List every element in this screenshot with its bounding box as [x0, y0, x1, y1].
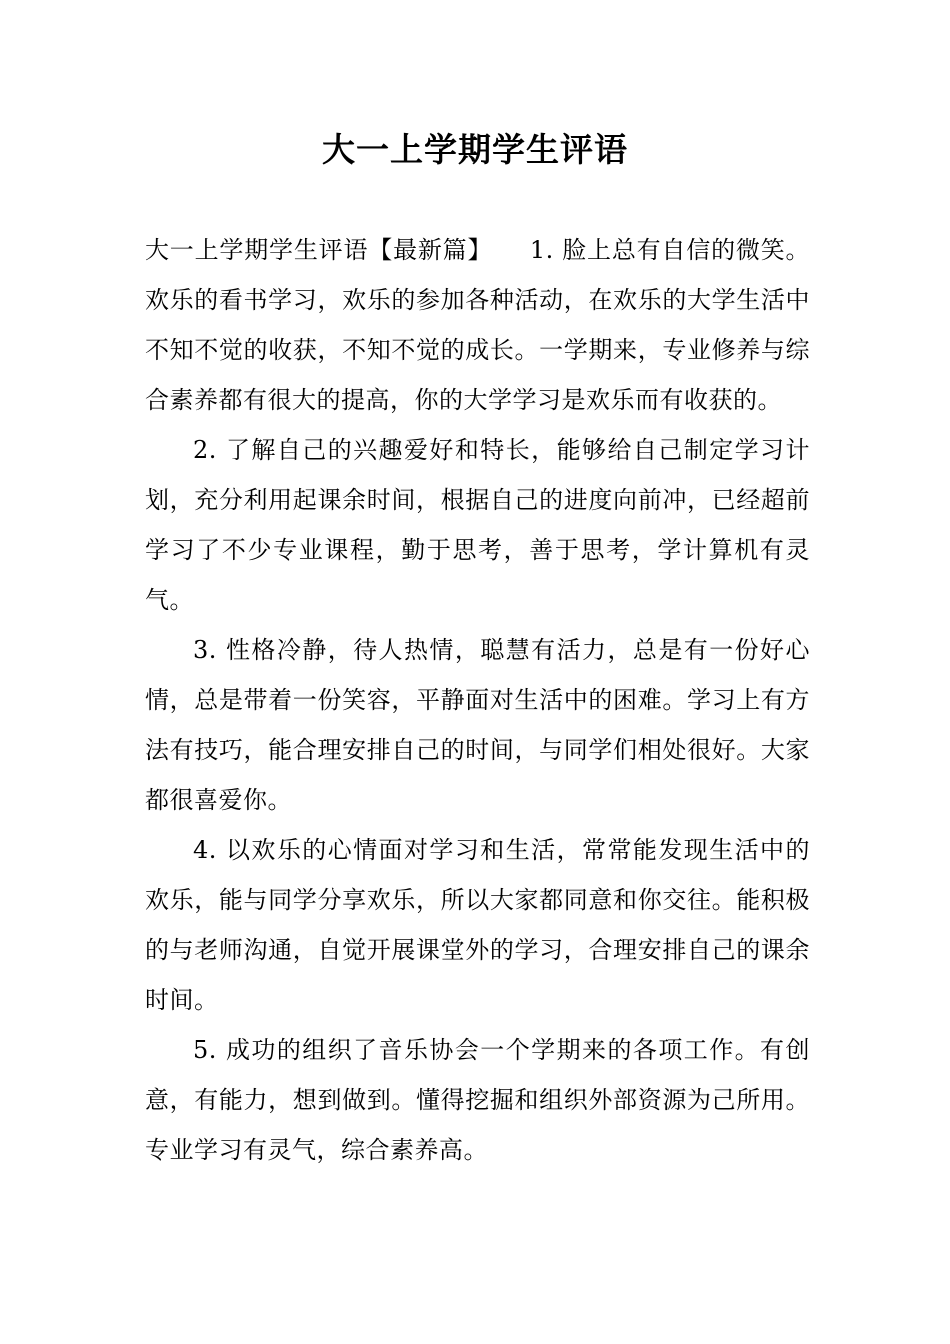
- document-body: [145, 225, 810, 1175]
- paragraph-item-3: 3. 性格冷静，待人热情，聪慧有活力，总是有一份好心情，总是带着一份笑容，平静面对生活中的困难。学习上有方法有技巧，能合理安排自己的时间，与同学们相处很好。大家都很喜爱你。: [145, 636, 810, 814]
- paragraph-intro: 大一上学期学生评语【最新篇】 1. 脸上总有自信的微笑。欢乐的看书学习，欢乐的参加各种活动，在欢乐的大学生活中不知不觉的收获，不知不觉的成长。一学期来，专业修养与综合素养都有很大的提高，你的大学学习是欢乐而有收获的。: [145, 236, 810, 414]
- paragraph-item-4: 4. 以欢乐的心情面对学习和生活，常常能发现生活中的欢乐，能与同学分享欢乐，所以大家都同意和你交往。能积极的与老师沟通，自觉开展课堂外的学习，合理安排自己的课余时间。: [145, 836, 810, 1014]
- document-title: 大一上学期学生评语: [322, 130, 628, 169]
- paragraph-item-2: 2. 了解自己的兴趣爱好和特长，能够给自己制定学习计划，充分利用起课余时间，根据自己的进度向前冲，已经超前学习了不少专业课程，勤于思考，善于思考，学计算机有灵气。: [145, 436, 810, 614]
- paragraph-item-5: 5. 成功的组织了音乐协会一个学期来的各项工作。有创意，有能力，想到做到。懂得挖掘和组织外部资源为己所用。专业学习有灵气，综合素养高。: [145, 1036, 810, 1164]
